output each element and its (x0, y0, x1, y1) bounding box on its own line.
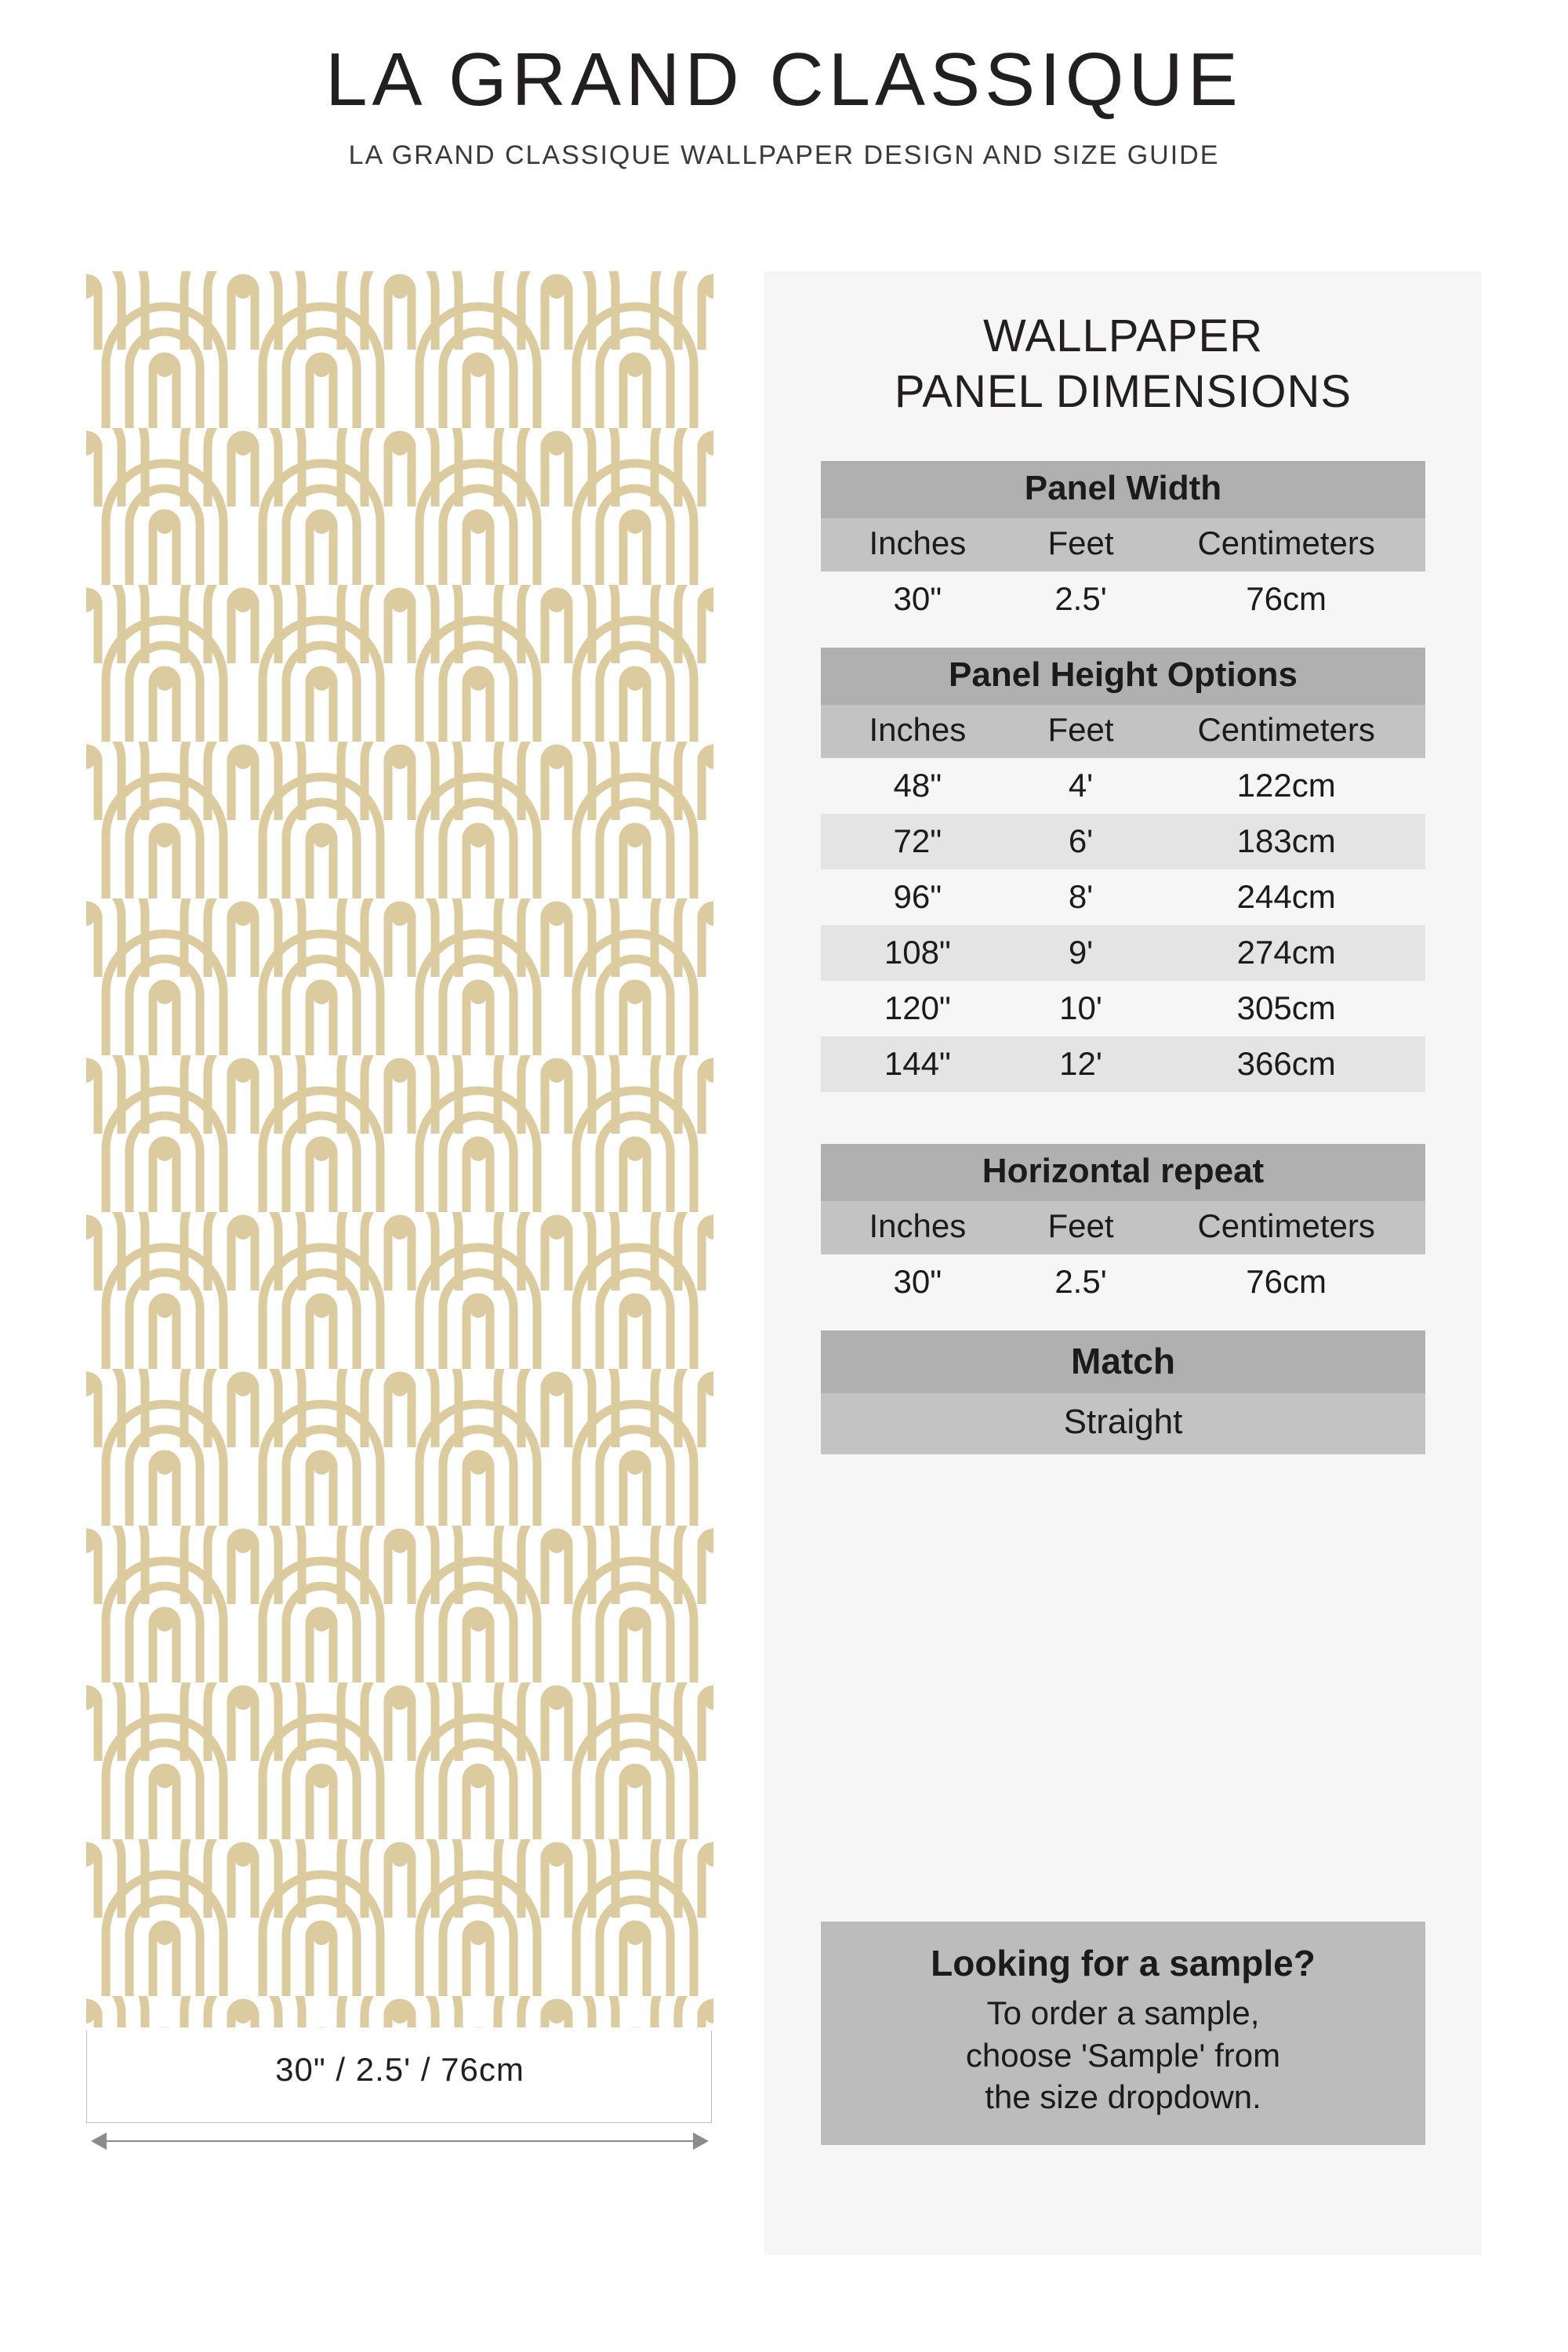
cell-centimeters: 305cm (1236, 989, 1336, 1026)
match-value: Straight (821, 1393, 1425, 1454)
cell-inches: 120" (884, 989, 951, 1026)
cell-inches: 96" (893, 877, 942, 915)
horizontal-repeat-header-row (821, 1201, 1425, 1254)
cell-feet: 9' (1068, 933, 1094, 971)
dimensions-panel (764, 271, 1482, 2255)
cell-inches: 48" (893, 766, 942, 804)
cell-centimeters: 183cm (1236, 822, 1336, 859)
panel-height-header-row (821, 705, 1425, 758)
wallpaper-pattern (86, 271, 713, 2027)
cell-feet: 2.5' (1054, 579, 1107, 617)
brand-subtitle: LA GRAND CLASSIQUE WALLPAPER DESIGN AND SIZE GUIDE (348, 140, 1220, 170)
col-header-feet: Feet (1047, 1207, 1114, 1244)
cell-feet: 2.5' (1054, 1262, 1107, 1300)
sample-callout-line3: the size dropdown. (985, 2078, 1261, 2116)
sample-callout-title: Looking for a sample? (931, 1942, 1316, 1984)
col-header-feet: Feet (1047, 710, 1114, 748)
col-header-centimeters: Centimeters (1197, 1207, 1375, 1244)
cell-centimeters: 366cm (1236, 1044, 1336, 1082)
panel-heading-line2: PANEL DIMENSIONS (894, 365, 1352, 417)
table-row (821, 1254, 1425, 1310)
panel-heading (764, 271, 1482, 420)
cell-feet: 4' (1068, 766, 1094, 804)
cell-inches: 30" (893, 1262, 942, 1300)
match-table (821, 1330, 1425, 1454)
cell-centimeters: 122cm (1236, 766, 1336, 804)
cell-feet: 10' (1059, 989, 1102, 1026)
col-header-centimeters: Centimeters (1197, 710, 1375, 748)
cell-inches: 72" (893, 822, 942, 859)
cell-centimeters: 274cm (1236, 933, 1336, 971)
cell-inches: 108" (884, 933, 951, 971)
panel-width-header-row (821, 518, 1425, 572)
col-header-feet: Feet (1047, 524, 1114, 561)
table-row (821, 869, 1425, 925)
wallpaper-swatch-section (86, 271, 713, 2164)
cell-feet: 8' (1068, 877, 1094, 915)
art-deco-scallop-pattern-svg (86, 271, 713, 2027)
col-header-centimeters: Centimeters (1197, 524, 1375, 561)
cell-centimeters: 244cm (1236, 877, 1336, 915)
table-row (821, 925, 1425, 981)
wallpaper-swatch (86, 271, 713, 2027)
cell-inches: 30" (893, 579, 942, 617)
table-row (821, 1036, 1425, 1092)
cell-centimeters: 76cm (1246, 579, 1327, 617)
sample-callout (821, 1922, 1425, 2145)
swatch-width-scale (86, 2031, 713, 2164)
scale-arrow-line (100, 2140, 699, 2142)
cell-inches: 144" (884, 1044, 951, 1082)
panel-width-band: Panel Width (821, 461, 1425, 518)
col-header-inches: Inches (869, 710, 967, 748)
cell-feet: 6' (1068, 822, 1094, 859)
match-band: Match (821, 1330, 1425, 1393)
swatch-width-caption: 30" / 2.5' / 76cm (275, 2051, 524, 2088)
col-header-inches: Inches (869, 1207, 967, 1244)
arrow-right-icon (693, 2132, 709, 2150)
table-row (821, 814, 1425, 869)
panel-width-table (821, 461, 1425, 627)
brand-title: LA GRAND CLASSIQUE (325, 38, 1243, 122)
content-area (0, 259, 1568, 2266)
panel-height-band: Panel Height Options (821, 648, 1425, 705)
arrow-left-icon (91, 2132, 107, 2150)
table-row (821, 758, 1425, 814)
horizontal-repeat-band: Horizontal repeat (821, 1144, 1425, 1201)
table-row (821, 981, 1425, 1036)
cell-centimeters: 76cm (1246, 1262, 1327, 1300)
col-header-inches: Inches (869, 524, 967, 561)
table-row (821, 572, 1425, 627)
horizontal-repeat-table (821, 1144, 1425, 1310)
panel-heading-line1: WALLPAPER (982, 310, 1264, 361)
sample-callout-line1: To order a sample, (986, 1994, 1260, 2031)
sample-callout-line2: choose 'Sample' from (965, 2036, 1281, 2074)
panel-height-table (821, 648, 1425, 1092)
page-header (0, 0, 1568, 171)
cell-feet: 12' (1059, 1044, 1102, 1082)
